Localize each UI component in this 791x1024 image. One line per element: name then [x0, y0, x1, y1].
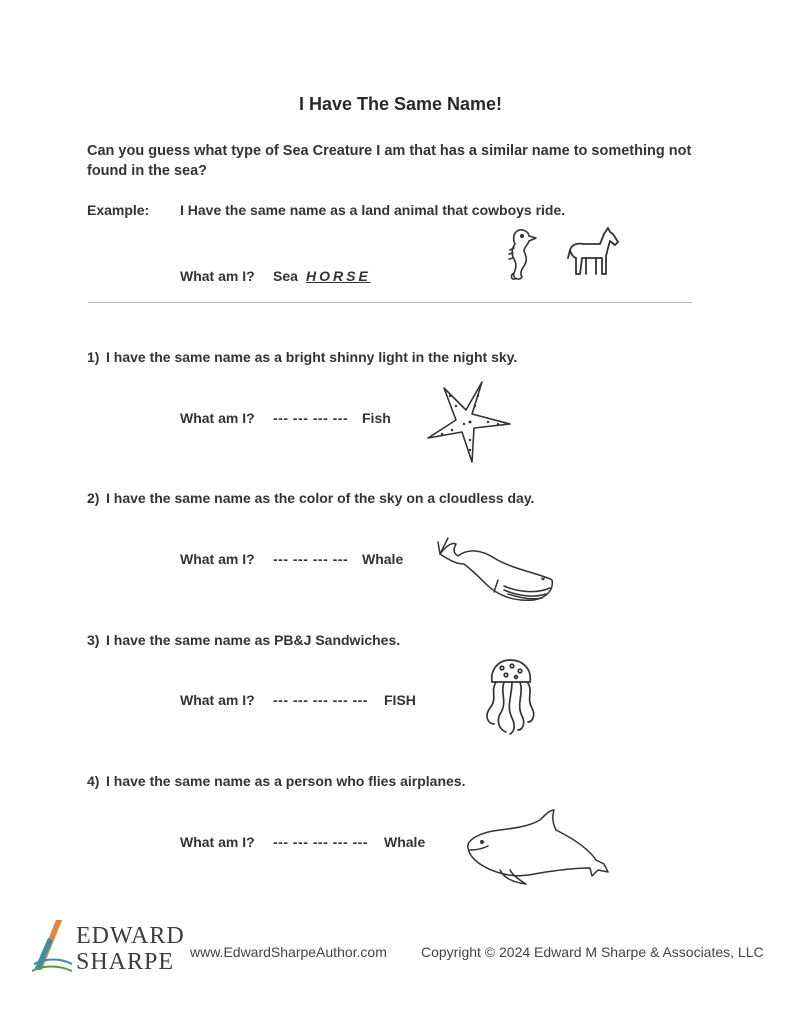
question-2-clue: I have the same name as the color of the sky on a cloudless day.	[106, 490, 535, 506]
question-4-prompt: What am I?	[180, 834, 255, 850]
question-1-blanks: --- --- --- ---	[273, 410, 349, 426]
horse-icon	[566, 226, 620, 276]
question-2-number: 2)	[87, 490, 100, 506]
question-1-prompt: What am I?	[180, 410, 255, 426]
divider-line	[88, 302, 692, 303]
starfish-icon	[426, 380, 512, 464]
question-2-blanks: --- --- --- ---	[273, 551, 349, 567]
example-answer: HORSE	[306, 268, 371, 284]
example-question: What am I?	[180, 268, 255, 284]
question-3-blanks: --- --- --- --- ---	[273, 692, 368, 708]
jellyfish-icon	[482, 658, 538, 736]
page-title: I Have The Same Name!	[298, 94, 503, 114]
question-1-clue: I have the same name as a bright shinny light in the night sky.	[106, 349, 518, 365]
question-1-suffix: Fish	[362, 410, 391, 426]
question-3-clue: I have the same name as PB&J Sandwiches.	[106, 632, 401, 648]
question-3-number: 3)	[87, 632, 100, 648]
example-clue: I Have the same name as a land animal that cowboys ride.	[180, 202, 566, 218]
question-4-blanks: --- --- --- --- ---	[273, 834, 368, 850]
question-3-suffix: FISH	[384, 692, 416, 708]
question-1-number: 1)	[87, 349, 100, 365]
dolphin-icon	[464, 808, 610, 886]
question-2-suffix: Whale	[362, 551, 404, 567]
question-3-prompt: What am I?	[180, 692, 255, 708]
question-4-number: 4)	[87, 773, 100, 789]
logo-text-line2: SHARPE	[76, 949, 175, 975]
question-2-prompt: What am I?	[180, 551, 255, 567]
example-label: Example:	[87, 202, 150, 218]
seahorse-icon	[502, 226, 538, 282]
whale-icon	[438, 534, 556, 604]
footer-copyright: Copyright © 2024 Edward M Sharpe & Associates, LLC	[421, 944, 764, 960]
example-prefix: Sea	[273, 268, 298, 284]
logo-text-line1: EDWARD	[76, 923, 185, 949]
question-4-clue: I have the same name as a person who flies airplanes.	[106, 773, 466, 789]
footer-website-link[interactable]: www.EdwardSharpeAuthor.com	[190, 944, 387, 960]
logo-book-icon	[30, 916, 74, 972]
intro-text: Can you guess what type of Sea Creature I am that has a similar name to something not found in the sea?	[87, 143, 692, 179]
question-4-suffix: Whale	[384, 834, 426, 850]
